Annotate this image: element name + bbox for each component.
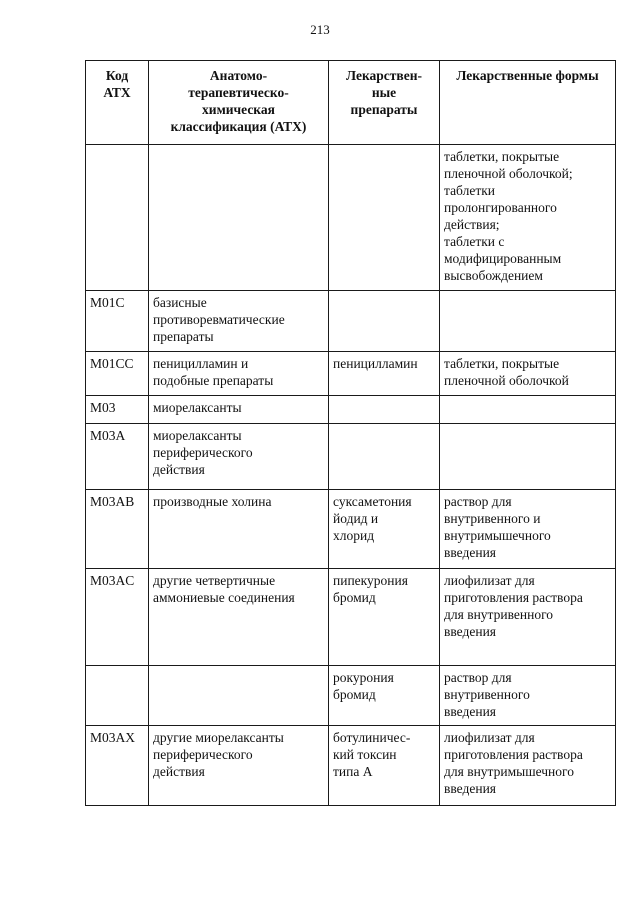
cell-text-line: другие четвертичные xyxy=(153,573,276,588)
cell-text-line: для внутривенного xyxy=(444,607,554,622)
cell-text-line: высвобождением xyxy=(444,268,543,283)
cell-atc-code xyxy=(86,352,149,396)
cell-text-line: M01C xyxy=(90,295,125,310)
cell-text-line: введения xyxy=(444,704,497,719)
cell-text-line: периферического xyxy=(153,747,253,762)
header-drugs xyxy=(329,61,440,145)
table-row xyxy=(86,424,616,490)
cell-text-line: ботулиничес- xyxy=(333,730,411,745)
cell-atc-classification xyxy=(149,352,329,396)
cell-atc-classification xyxy=(149,666,329,726)
cell-text-line: лиофилизат для xyxy=(444,573,535,588)
cell-text-line: приготовления раствора xyxy=(444,747,583,762)
cell-text-line: миорелаксанты xyxy=(153,428,242,443)
cell-text-line: действия xyxy=(153,462,205,477)
cell-text-line: препараты xyxy=(153,329,214,344)
cell-atc-code xyxy=(86,424,149,490)
cell-text-line: введения xyxy=(444,781,497,796)
cell-dosage-forms xyxy=(440,666,616,726)
cell-text-line: лиофилизат для xyxy=(444,730,535,745)
cell-atc-classification xyxy=(149,396,329,424)
cell-atc-classification xyxy=(149,569,329,666)
cell-text-line: пипекурония xyxy=(333,573,408,588)
table-row xyxy=(86,145,616,291)
cell-text-line: введения xyxy=(444,624,497,639)
cell-text-line: хлорид xyxy=(333,528,375,543)
cell-dosage-forms xyxy=(440,569,616,666)
cell-text-line: АТХ xyxy=(103,85,131,100)
cell-atc-code xyxy=(86,490,149,569)
table-row xyxy=(86,291,616,352)
cell-text-line: модифицированным xyxy=(444,251,562,266)
cell-text-line: M03AX xyxy=(90,730,136,745)
cell-dosage-forms xyxy=(440,726,616,806)
cell-text-line: классификация (АТХ) xyxy=(170,119,307,134)
cell-text-line: приготовления раствора xyxy=(444,590,583,605)
cell-text-line: йодид и xyxy=(333,511,379,526)
cell-text-line: суксаметония xyxy=(333,494,412,509)
cell-drug xyxy=(329,424,440,490)
cell-text-line: типа А xyxy=(333,764,373,779)
header-atc-classification xyxy=(149,61,329,145)
page-number: 213 xyxy=(310,22,330,37)
cell-drug xyxy=(329,145,440,291)
cell-dosage-forms xyxy=(440,291,616,352)
table-row xyxy=(86,490,616,569)
cell-text-line: раствор для xyxy=(444,670,512,685)
cell-atc-code xyxy=(86,569,149,666)
cell-text-line: введения xyxy=(444,545,497,560)
cell-text-line: аммониевые соединения xyxy=(153,590,295,605)
cell-text-line: внутримышечного xyxy=(444,528,551,543)
cell-text-line: противоревматические xyxy=(153,312,285,327)
cell-text-line: бромид xyxy=(333,590,376,605)
cell-text-line: пленочной оболочкой xyxy=(444,373,569,388)
cell-dosage-forms xyxy=(440,490,616,569)
cell-text-line: действия xyxy=(153,764,205,779)
cell-atc-code xyxy=(86,726,149,806)
cell-text-line: пленочной оболочкой; xyxy=(444,166,573,181)
cell-text-line: M03AB xyxy=(90,494,135,509)
cell-dosage-forms xyxy=(440,145,616,291)
cell-text-line: таблетки xyxy=(444,183,496,198)
cell-text-line: рокурония xyxy=(333,670,394,685)
atc-table xyxy=(85,60,616,806)
cell-dosage-forms xyxy=(440,396,616,424)
cell-text-line: M03 xyxy=(90,400,116,415)
cell-drug xyxy=(329,490,440,569)
cell-text-line: для внутримышечного xyxy=(444,764,574,779)
cell-text-line: терапевтическо- xyxy=(188,85,289,100)
header-dosage-forms xyxy=(440,61,616,145)
cell-text-line: таблетки, покрытые xyxy=(444,149,560,164)
cell-text-line: пролонгированного xyxy=(444,200,557,215)
table-header-row xyxy=(86,61,616,145)
cell-atc-classification xyxy=(149,145,329,291)
cell-text-line: периферического xyxy=(153,445,253,460)
cell-atc-code xyxy=(86,291,149,352)
table-row xyxy=(86,569,616,666)
cell-text-line: ные xyxy=(371,85,397,100)
cell-text-line: другие миорелаксанты xyxy=(153,730,284,745)
cell-atc-classification xyxy=(149,726,329,806)
cell-atc-classification xyxy=(149,424,329,490)
cell-text-line: внутривенного xyxy=(444,687,530,702)
cell-text-line: пеницилламин xyxy=(333,356,418,371)
cell-drug xyxy=(329,666,440,726)
cell-drug xyxy=(329,352,440,396)
cell-text-line: Анатомо- xyxy=(209,68,268,83)
cell-text-line: Лекарственные формы xyxy=(456,68,599,83)
cell-text-line: пеницилламин и xyxy=(153,356,249,371)
cell-atc-classification xyxy=(149,291,329,352)
table-row xyxy=(86,666,616,726)
table-row xyxy=(86,726,616,806)
cell-drug xyxy=(329,291,440,352)
cell-atc-code xyxy=(86,145,149,291)
cell-atc-code xyxy=(86,396,149,424)
cell-text-line: подобные препараты xyxy=(153,373,274,388)
cell-text-line: химическая xyxy=(202,102,275,117)
cell-dosage-forms xyxy=(440,352,616,396)
header-atc-code xyxy=(86,61,149,145)
table-row xyxy=(86,396,616,424)
cell-text-line: таблетки, покрытые xyxy=(444,356,560,371)
cell-text-line: действия; xyxy=(444,217,500,232)
cell-drug xyxy=(329,396,440,424)
cell-text-line: M03AC xyxy=(90,573,135,588)
cell-drug xyxy=(329,569,440,666)
cell-text-line: внутривенного и xyxy=(444,511,541,526)
cell-text-line: базисные xyxy=(153,295,207,310)
cell-text-line: препараты xyxy=(350,102,418,117)
cell-text-line: Лекарствен- xyxy=(346,68,422,83)
cell-text-line: кий токсин xyxy=(333,747,397,762)
cell-atc-classification xyxy=(149,490,329,569)
cell-text-line: миорелаксанты xyxy=(153,400,242,415)
cell-text-line: производные холина xyxy=(153,494,272,509)
cell-text-line: M01CC xyxy=(90,356,134,371)
cell-atc-code xyxy=(86,666,149,726)
cell-text-line: таблетки с xyxy=(444,234,505,249)
cell-text-line: M03A xyxy=(90,428,126,443)
cell-dosage-forms xyxy=(440,424,616,490)
cell-text-line: Код xyxy=(105,68,129,83)
cell-text-line: раствор для xyxy=(444,494,512,509)
cell-drug xyxy=(329,726,440,806)
cell-text-line: бромид xyxy=(333,687,376,702)
table-row xyxy=(86,352,616,396)
